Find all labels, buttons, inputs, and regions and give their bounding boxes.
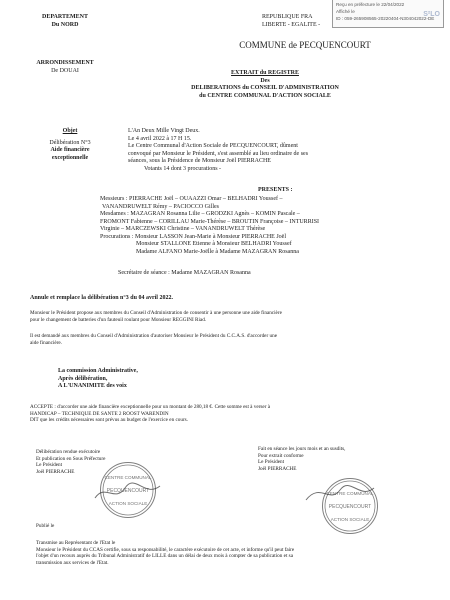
intro-line: Le 4 avril 2022 à 17 H 15. <box>128 135 192 142</box>
annule-line: Annule et remplace la délibération n°3 du 04 avril 2022. <box>30 295 173 301</box>
presents-line: VANANDRUWELT Rémy – PACIOCCO Gilles <box>102 203 220 210</box>
accepte-line: HANDICAP – TECHNIQUE DE SANTE 2 ROOST WARENDIN <box>30 410 169 417</box>
footer-left-block <box>36 449 105 475</box>
intro-votants: Votants 14 dont 3 procurations - <box>144 165 222 172</box>
arrondissement-block <box>24 60 106 75</box>
accepte-line: ACCEPTE : d'accorder une aide financière exceptionnelle pour un montant de 280,18 €. Cette somme est à verser à <box>30 404 271 410</box>
closing-block <box>36 540 436 566</box>
receipt-line-posted: Affiché le <box>336 9 355 14</box>
footer-left-line: Délibération rendue exécutoire <box>36 449 101 455</box>
svg-text:ACTION SOCIALE: ACTION SOCIALE <box>330 517 370 522</box>
republic-block <box>262 14 332 29</box>
svg-text:ACTION SOCIALE: ACTION SOCIALE <box>108 501 148 506</box>
procurations-line: Procurations : Monsieur LASSON Jean-Marie à Monsieur PIERRACHE Joël <box>100 233 286 240</box>
arrondissement-name: De DOUAI <box>51 67 79 74</box>
intro-line: L'An Deux Mille Vingt Deux. <box>128 128 200 134</box>
closing-line: l'objet d'un recours auprès du Tribunal Administratif de LILLE dans un délai de deux mois à compter de sa publication et sa <box>36 553 294 560</box>
presents-line: Mesdames : MAZAGRAN Rosanna Lilie – GRODZKI Agnès – KOMIN Pascale – <box>100 211 300 217</box>
paragraph-line: aide financière. <box>30 339 62 346</box>
register-title-line1: EXTRAIT du REGISTRE <box>231 70 299 76</box>
register-title-line3: DELIBERATIONS du CONSEIL D'ADMINISTRATION <box>191 85 339 91</box>
decision-line: A L'UNANIMITE des voix <box>58 383 127 389</box>
receipt-line-received: Reçu en préfecture le 22/04/2022 <box>336 2 405 7</box>
presents-list <box>100 196 445 256</box>
signature-right <box>300 478 380 508</box>
presents-line: Virginie – MARCZEWSKI Christine – VANANDRUWELT Thérèse <box>100 226 266 232</box>
header-left <box>30 14 100 29</box>
intro-line: convoqué par Monsieur le Président, s'est assemblé au lieu ordinaire de ses <box>128 150 309 157</box>
objet-subject-line1: Aide financière <box>50 147 90 153</box>
footer-right-line: Pour extrait conforme <box>258 452 304 459</box>
footer-right-line: Fait en séance les jours mois et an susdits, <box>258 446 346 452</box>
objet-label: Objet <box>62 128 78 134</box>
commune-title: COMMUNE de PECQUENCOURT <box>239 40 371 50</box>
footer-right-line: Joël PIERRACHE <box>258 465 297 472</box>
footer-left-line: Le Président <box>36 462 63 469</box>
footer-left-line: Joël PIERRACHE <box>36 468 75 475</box>
footer-right-block <box>258 446 345 472</box>
paragraph-line: Monsieur le Président propose aux membres du Conseil d'Administration de consentir à une personne une aide financière <box>30 310 282 316</box>
paragraph-proposal <box>30 310 430 323</box>
secretary-line: Secrétaire de séance : Madame MAZAGRAN Rosanna <box>118 270 251 276</box>
paragraph-request <box>30 333 430 346</box>
presents-label: PRESENTS : <box>258 187 293 193</box>
decision-line: La commission Administrative, <box>58 368 138 374</box>
receipt-line-id: ID : 059-265908565-20220404-N304042022-DE <box>336 16 435 21</box>
department-name: Du NORD <box>51 21 79 28</box>
department-label: DEPARTEMENT <box>41 14 88 20</box>
s2lo-watermark: S²LO <box>423 11 440 18</box>
intro-line: séances, sous la Présidence de Monsieur Joël PIERRACHE <box>128 158 271 164</box>
accepte-line: DIT que les crédits nécessaires sont prévus au budget de l'exercice en cours. <box>30 417 188 424</box>
register-title-line4: du CENTRE COMMUNAL D'ACTION SOCIALE <box>199 92 331 99</box>
presents-line: FROMONT Fabienne – CORILLAU Marie-Thérèse – BROUTIN Françoise – INTURRISI <box>100 218 320 225</box>
svg-text:CENTRE COMMUNAL: CENTRE COMMUNAL <box>104 475 152 480</box>
paragraph-line: pour le changement de batteries d'un fauteuil roulant pour Monsieur REGGINI Riad. <box>30 316 207 323</box>
decision-line: Après délibération, <box>58 375 108 382</box>
closing-line: transmission aux services de l'Etat. <box>36 559 109 566</box>
procurations-line: Monsieur STALLONE Etienne à Monsieur BELHADRI Youssef <box>136 241 292 247</box>
prefecture-receipt-stamp <box>332 0 444 28</box>
accepte-block <box>30 404 430 424</box>
svg-text:PECQUENCOURT: PECQUENCOURT <box>106 488 150 494</box>
decision-block <box>58 368 138 391</box>
svg-text:CENTRE COMMUNAL: CENTRE COMMUNAL <box>326 491 374 496</box>
svg-text:PECQUENCOURT: PECQUENCOURT <box>328 504 372 510</box>
footer-left-line: Et publication en Sous Préfecture <box>36 455 106 462</box>
objet-block <box>40 128 100 162</box>
register-title <box>150 70 380 100</box>
register-title-line2: Des <box>260 77 270 84</box>
objet-subject-line2: exceptionnelle <box>51 154 89 161</box>
closing-line: Transmise au Représentant de l'Etat le <box>36 540 116 546</box>
publie-label: Publié le <box>36 523 55 529</box>
intro-block <box>128 128 428 173</box>
closing-line: Monsieur le Président du CCAS certifie, sous sa responsabilité, le caractère exécutoire de cet acte, et informe qu'il peut faire <box>36 546 295 553</box>
paragraph-line: Il est demandé aux membres du Conseil d'Administration d'autoriser Monsieur le Président du C.C.A.S. d'accorder une <box>30 333 277 339</box>
procurations-line: Madame ALFANO Marie-Joëlle à Madame MAZAGRAN Rosanna <box>136 248 299 255</box>
arrondissement-label: ARRONDISSEMENT <box>36 60 94 66</box>
signature-left <box>90 478 170 508</box>
footer-right-line: Le Président <box>258 459 285 466</box>
intro-line: Le Centre Communal d'Action Sociale de PECQUENCOURT, dûment <box>128 143 298 149</box>
presents-line: Messieurs : PIERRACHE Joël – OUAAZZI Omar – BELHADRI Youssef – <box>100 196 283 202</box>
republic-title: REPUBLIQUE FRA <box>262 14 313 20</box>
republic-motto: LIBERTE - EGALITE - <box>262 21 321 28</box>
objet-deliberation-number: Délibération N°3 <box>49 139 91 146</box>
